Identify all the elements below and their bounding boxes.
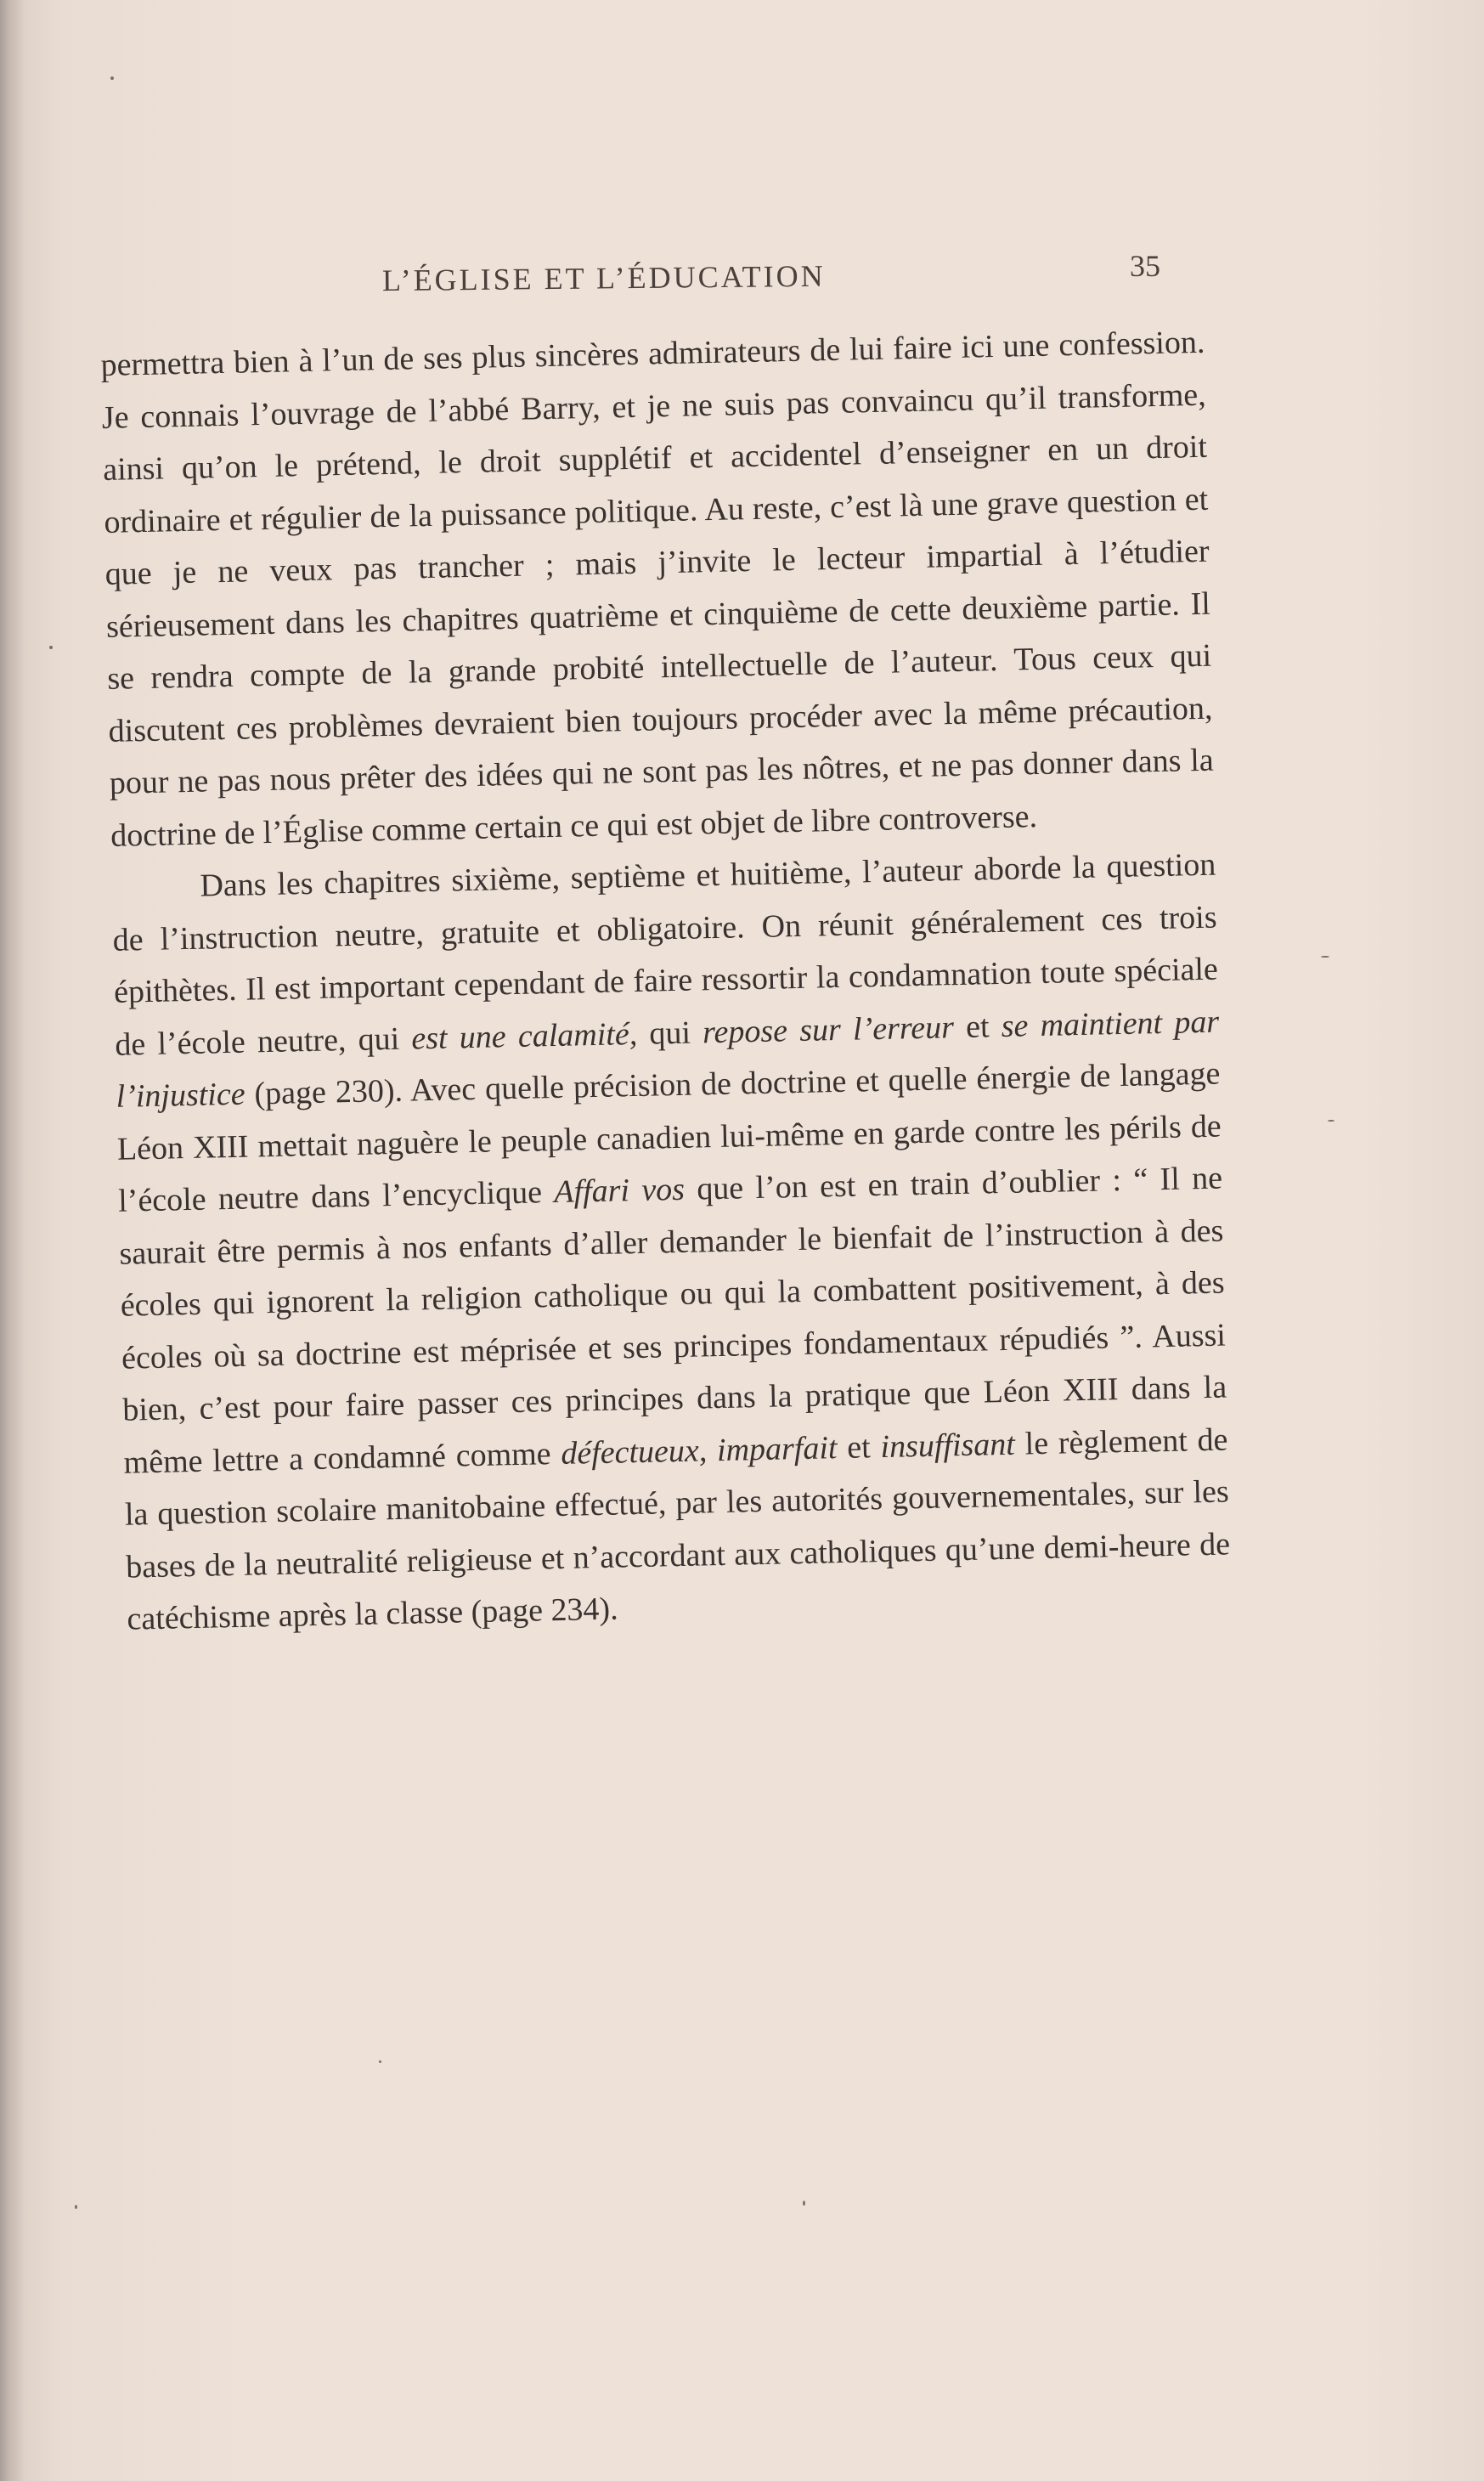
paragraph-1: permettra bien à l’un de ses plus sincères admirateurs de lui faire ici une confession. Je connais l’ouvrage de l’abbé Barry, et je ne suis pas convaincu qu’il transforme, ainsi qu’on le prétend, le droit supplétif et accidentel d’enseigner en un droit ordinaire et régulier de la puissance politique. Au reste, c’est là une grave question et que je ne veux pas trancher ; mais j’invite le lecteur impartial à l’étudier sérieusement dans les chapitres quatrième et cinquième de cette deuxième partie. Il se rendra compte de la grande probité intellectuelle de l’auteur. Tous ceux qui discutent ces problèmes devraient bien toujours procéder avec la même précaution, pour ne pas nous prêter des idées qui ne sont pas les nôtres, et ne pas donner dans la doctrine de l’Église comme certain ce qui est objet de libre controverse. bbox=[100, 324, 1215, 854]
paragraph-2-text: que l’on est en train d’oublier : “ Il ne saurait être permis à nos enfants d’aller demander le bienfait de l’instruction à des écoles qui ignorent la religion catholique ou qui la combattent positivement, à des écoles où sa doctrine est méprisée et ses principes fondamentaux répudiés ”. Aussi bien, c’est pour faire passer ces principes dans la pratique que Léon XIII dans la même lettre a condamné comme bbox=[119, 1160, 1227, 1481]
paper-speck bbox=[110, 76, 114, 80]
paper-speck bbox=[379, 2060, 381, 2063]
paragraph-2-text: qui bbox=[636, 1014, 703, 1052]
italic-phrase: est une calamité, bbox=[410, 1015, 638, 1057]
italic-phrase: insuffisant bbox=[880, 1426, 1016, 1465]
paragraph-2-text: (page 230). Avec quelle précision de doctrine et quelle énergie de langage Léon XIII mettait naguère le peuple canadien lui-même en garde contre les périls de l’école neutre dans l’encyclique bbox=[116, 1055, 1222, 1219]
italic-phrase: repose sur l’erreur bbox=[702, 1009, 955, 1050]
binding-edge bbox=[0, 0, 25, 2481]
running-head: L’ÉGLISE ET L’ÉDUCATION bbox=[381, 258, 826, 298]
paper-speck bbox=[49, 646, 53, 649]
italic-phrase: Affari vos bbox=[553, 1171, 686, 1211]
paragraph-2 bbox=[111, 839, 1232, 1647]
paper-speck bbox=[1328, 1120, 1334, 1122]
page-number: 35 bbox=[1130, 249, 1160, 283]
italic-phrase: se maintient par l’injustice bbox=[116, 1003, 1220, 1115]
body-text bbox=[100, 317, 1232, 1646]
paragraph-2-text: et bbox=[953, 1008, 1002, 1045]
paper-speck bbox=[803, 2201, 805, 2206]
paragraph-2-text: et bbox=[837, 1428, 881, 1466]
italic-phrase: défectueux, imparfait bbox=[560, 1429, 838, 1472]
paper-speck bbox=[1321, 956, 1329, 958]
paper-speck bbox=[75, 2205, 77, 2209]
paragraph-2-text: le règlement de la question scolaire manitobaine effectué, par les autorités gouvernementales, sur les bases de la neutralité religieuse et n’accordant aux catholiques qu’une demi-heure de catéchisme après la classe (page 234). bbox=[124, 1421, 1231, 1637]
paragraph-2-text: Dans les chapitres sixième, septième et huitième, l’auteur aborde la question de l’instruction neutre, gratuite et obligatoire. On réunit généralement ces trois épithètes. Il est important cependant de faire ressortir la condamnation toute spéciale de l’école neutre, qui bbox=[112, 846, 1219, 1063]
